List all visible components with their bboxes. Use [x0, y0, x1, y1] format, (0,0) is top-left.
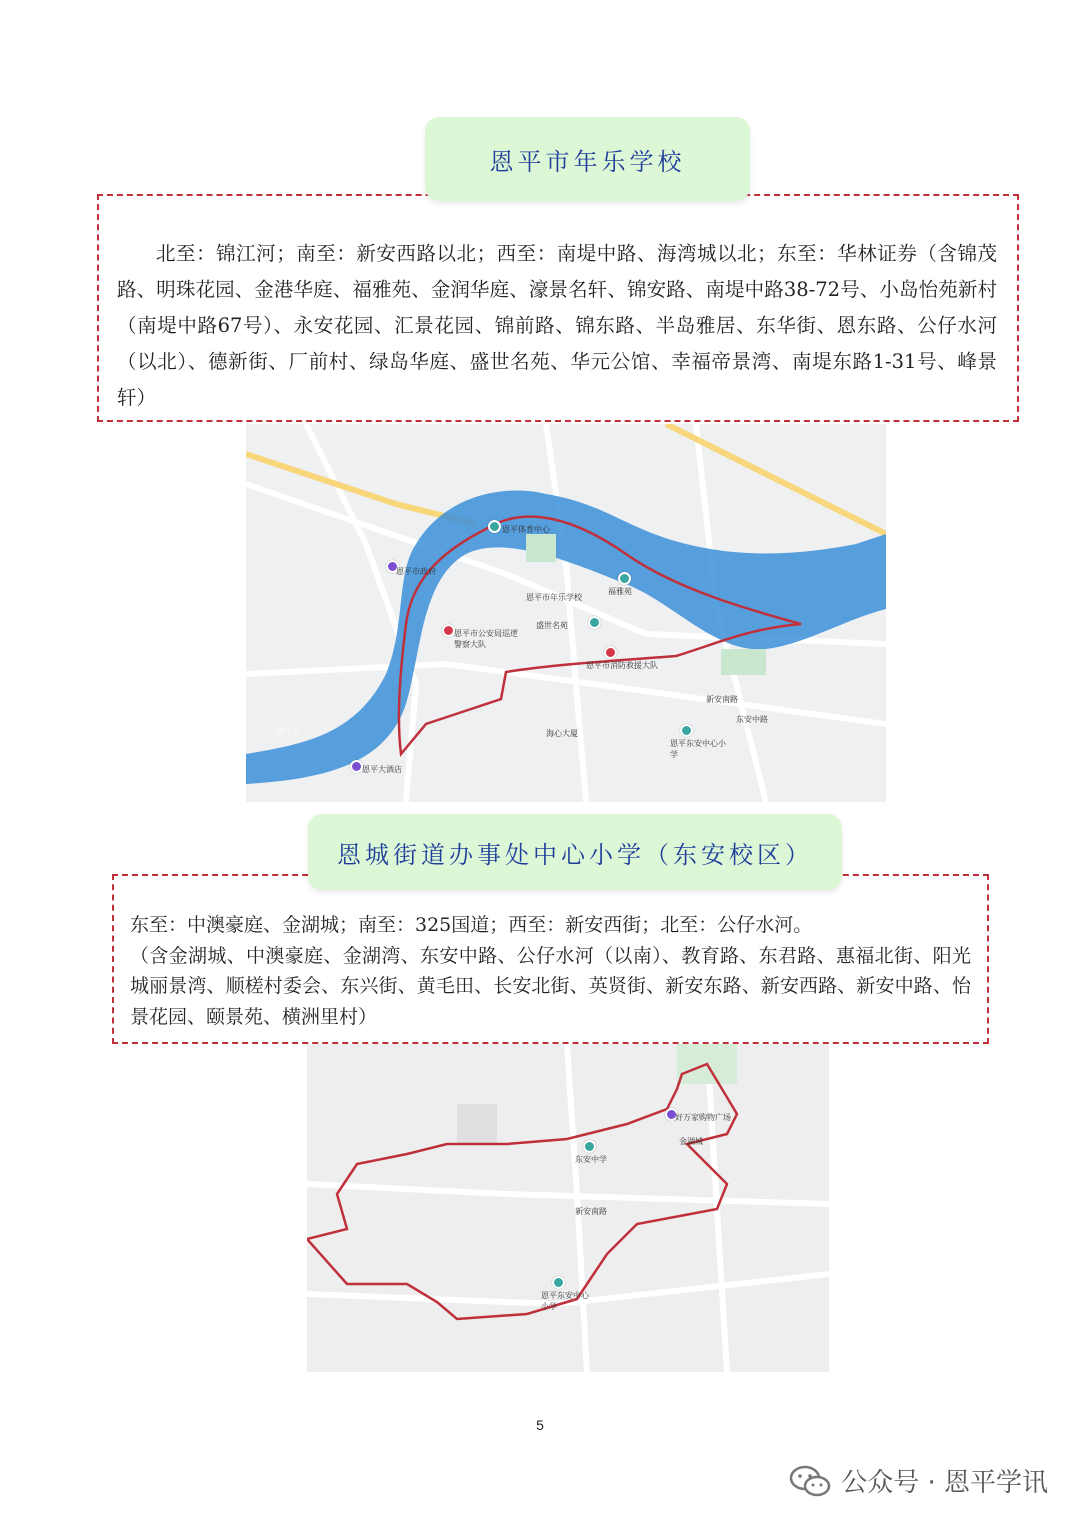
map-1-svg [246, 424, 886, 802]
map1-label-dongan-school: 恩平东安中心小学 [670, 739, 726, 759]
map2-label-jinhu: 金湖城 [679, 1137, 703, 1146]
map1-label-river: 锦江河 [276, 727, 300, 736]
fuya-pin-icon [618, 572, 631, 585]
map-2-svg [307, 1044, 829, 1372]
page-number: 5 [536, 1417, 544, 1433]
school-pin-icon [552, 1276, 565, 1289]
map2-label-school: 恩平东安中心小学 [541, 1291, 589, 1311]
map2-label-dongan-middle: 东安中学 [575, 1155, 607, 1164]
watermark [789, 1462, 1048, 1499]
boundary-text-2a: 东至：中澳豪庭、金湖城；南至：325国道；西至：新安西街；北至：公仔水河。 [130, 914, 813, 936]
boundary-box-1 [97, 194, 1019, 422]
map-2 [307, 1044, 829, 1372]
map1-label-school: 恩平市年乐学校 [526, 593, 582, 602]
map1-label-hotel: 恩平大酒店 [362, 765, 402, 774]
map1-label-haixin: 海心大厦 [546, 729, 578, 738]
dongan-school-pin-icon [680, 724, 693, 737]
boundary-text-1: 北至：锦江河；南至：新安西路以北；西至：南堤中路、海湾城以北；东至：华林证券（含锦茂路、明珠花园、金港华庭、福雅苑、金润华庭、濠景名轩、锦安路、南堤中路38-72号、小岛怡苑新村（南堤中路67号）、永安花园、汇景花园、锦前路、锦东路、半岛雅居、东华街、恩东路、公仔水河（以北）、德新街、厂前村、绿岛华庭、盛世名苑、华元公馆、幸福帝景湾、南堤东路1-31号、峰景轩） [117, 242, 997, 409]
map2-label-plaza: 好万家购物广场 [675, 1113, 731, 1122]
map1-label-shengshi: 盛世名苑 [536, 621, 568, 630]
map1-label-xinan: 新安南路 [706, 695, 738, 704]
dongan-middle-pin-icon [583, 1140, 596, 1153]
map1-label-gov: 恩平市政府 [396, 567, 436, 576]
wechat-icon [789, 1464, 831, 1498]
map1-label-dongan: 东安中路 [736, 715, 768, 724]
map-1 [246, 424, 886, 802]
school-title-1: 恩平市年乐学校 [425, 117, 750, 201]
boundary-box-2 [112, 874, 989, 1044]
fire-pin-icon [604, 646, 617, 659]
map1-label-sports: 恩平体育中心 [502, 525, 550, 534]
shengshi-pin-icon [588, 616, 601, 629]
school-title-2: 恩城街道办事处中心小学（东安校区） [308, 814, 842, 890]
boundary-text-2b: （含金湖城、中澳豪庭、金湖湾、东安中路、公仔水河（以南）、教育路、东君路、惠福北街、阳光城丽景湾、顺槎村委会、东兴街、黄毛田、长安北街、英贤街、新安东路、新安西路、新安中路、怡景花园、颐景苑、横洲里村） [130, 944, 971, 1028]
map1-label-fuya: 福雅苑 [608, 587, 632, 596]
map2-label-xinan: 新安南路 [575, 1207, 607, 1216]
sports-pin-icon [488, 520, 501, 533]
map1-label-fire: 恩平市消防救援大队 [586, 661, 658, 670]
map1-label-police: 恩平市公安局巡逻警察大队 [454, 629, 518, 649]
watermark-text: 公众号 · 恩平学讯 [841, 1468, 1048, 1498]
